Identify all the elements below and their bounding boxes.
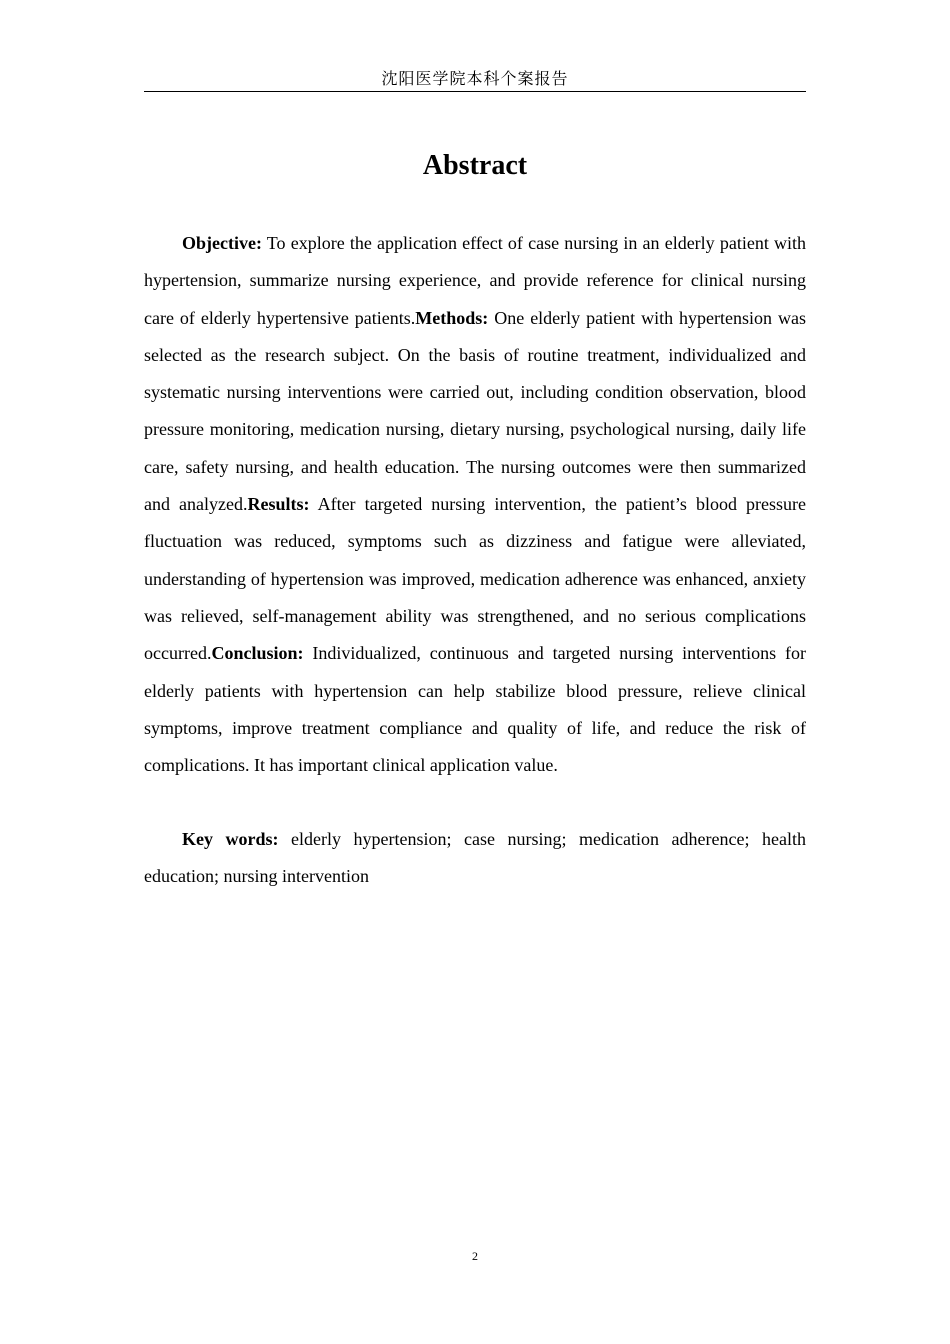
results-text: After targeted nursing intervention, the patient’s blood pressure fluctuation was reduced, symptoms such as dizziness and fatigue were alleviated, understanding of hypertension was improved, medication adherence was enhanced, anxiety was relieved, self-management ability was strengthened, and no serious complications occurred. bbox=[144, 494, 807, 664]
page-number: 2 bbox=[472, 1249, 478, 1263]
objective-label: Objective: bbox=[182, 233, 262, 253]
results-label: Results: bbox=[247, 494, 310, 515]
objective-text: To explore the application effect of case nursing in an elderly patient with hypertension, summarize nursing experience, and provide reference for clinical nursing care of elderly hypertensive patients. bbox=[144, 233, 806, 328]
page-title: Abstract bbox=[422, 150, 528, 181]
keywords-paragraph bbox=[144, 821, 806, 896]
keywords-text: elderly hypertension; case nursing; medication adherence; health education; nursing intervention bbox=[144, 829, 806, 887]
conclusion-label: Conclusion: bbox=[211, 643, 304, 664]
keywords-label: Key words: bbox=[182, 829, 279, 849]
methods-text: One elderly patient with hypertension was selected as the research subject. On the basis of routine treatment, individualized and systematic nursing interventions were carried out, including condition observation, blood pressure monitoring, medication nursing, dietary nursing, psychological nursing, daily life care, safety nursing, and health education. The nursing outcomes were then summarized and analyzed. bbox=[144, 307, 806, 515]
abstract-paragraph bbox=[144, 225, 806, 784]
methods-label: Methods: bbox=[415, 307, 489, 328]
conclusion-text: Individualized, continuous and targeted nursing interventions for elderly patients with hypertension can help stabilize blood pressure, relieve clinical symptoms, improve treatment compliance and quality of life, and reduce the risk of complications. It has important clinical application value. bbox=[144, 643, 806, 776]
running-header: 沈阳医学院本科个案报告 bbox=[381, 69, 569, 88]
header-divider bbox=[144, 91, 806, 92]
